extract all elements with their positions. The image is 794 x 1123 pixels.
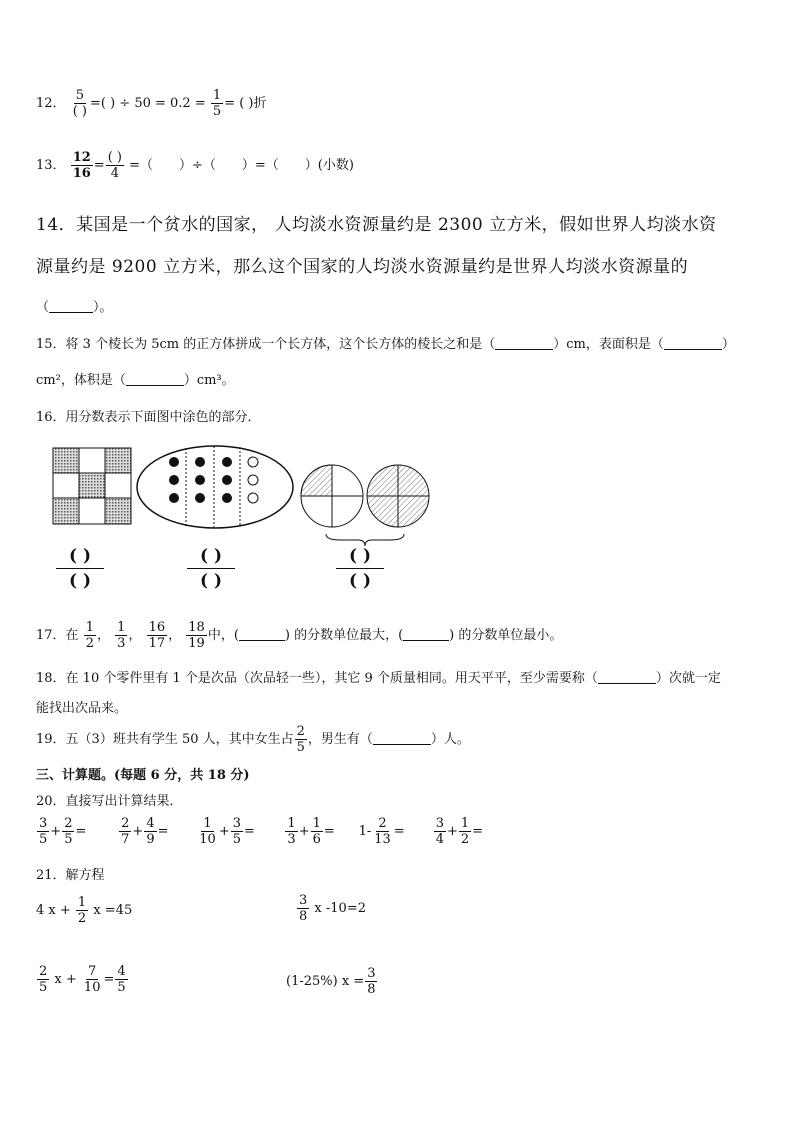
question-15-line1: 15．将 3 个棱长为 5cm 的正方体拼成一个长方体，这个长方体的棱长之和是（ ）cm，表面积是（ ） (36, 337, 735, 352)
equation-2: $\frac{3}{8}$ x -10=2 (299, 893, 366, 924)
calc-item-3: $\frac{1}{10}$ + $\frac{3}{5}$ = (199, 816, 255, 847)
calc-item-5: 1- $\frac{2}{13}$ = (358, 816, 405, 847)
fraction: $\frac{( )}{4}$ (107, 150, 122, 181)
fraction: $\frac{1}{2}$ (85, 620, 94, 651)
question-21: 21．解方程 (36, 868, 105, 883)
fraction: $\frac{3}{8}$ (299, 893, 308, 924)
question-14-line1: 14．某国是一个贫水的国家， 人均淡水资源量约是 2300 立方米，假如世界人均淡水资 (36, 215, 717, 235)
fraction: $\frac{12}{16}$ (72, 150, 91, 181)
question-16: 16．用分数表示下面图中涂色的部分． (36, 410, 261, 425)
question-17: 17．在 $\frac{1}{2}$ ， $\frac{1}{3}$ ， $\frac{16}{17}$ ， $\frac{18}{19}$ 中，( ) 的分数单位最大，( ) 的分数单位最小。 (36, 620, 563, 651)
answer-blank[interactable] (598, 673, 656, 684)
calc-row (36, 816, 503, 847)
equation-1: 4 x + $\frac{1}{2}$ x =45 (36, 895, 133, 926)
answer-fraction-3[interactable]: ( ) ( ) (336, 546, 384, 591)
answer-blank[interactable] (239, 630, 285, 641)
answer-blank[interactable] (373, 734, 431, 745)
fraction: $\frac{1}{3}$ (117, 620, 126, 651)
fraction: $\frac{18}{19}$ (188, 620, 205, 651)
question-19: 19．五（3）班共有学生 50 人，其中女生占 $\frac{2}{5}$ ，男生有（ ）人。 (36, 724, 470, 755)
question-14-line2: 源量约是 9200 立方米，那么这个国家的人均淡水资源量约是世界人均淡水资源量的 (36, 257, 689, 277)
answer-blank[interactable] (495, 339, 553, 350)
question-12: 12． $\frac{5}{( )}$ =( ) ÷ 50 = 0.2 = $\frac{1}{5}$ = ( )折 (36, 88, 267, 119)
answer-fraction-1[interactable]: ( ) ( ) (56, 546, 104, 591)
question-15-line2: cm²，体积是（ ）cm³。 (36, 373, 235, 388)
fraction-bar (56, 568, 104, 569)
fraction: $\frac{1}{5}$ (212, 88, 222, 119)
fraction-bar (336, 568, 384, 569)
fraction: $\frac{4}{5}$ (117, 964, 126, 995)
circles-figure (301, 465, 429, 546)
section-3-title: 三、计算题。(每题 6 分，共 18 分) (36, 768, 250, 783)
question-20: 20．直接写出计算结果． (36, 794, 183, 809)
question-14-line3: （ ）。 (36, 300, 113, 315)
answer-blank[interactable] (126, 375, 184, 386)
fraction: $\frac{7}{10}$ (83, 964, 101, 995)
question-18-line1: 18．在 10 个零件里有 1 个是次品（次品轻一些），其它 9 个质量相同。用天平平，至少需要称（ ）次就一定 (36, 671, 721, 686)
fraction: $\frac{5}{( )}$ (72, 88, 87, 119)
question-13: 13． $\frac{12}{16}$ = $\frac{( )}{4}$ =（ ）÷（ ）=（ ）(小数) (36, 150, 354, 181)
calc-item-4: $\frac{1}{3}$ + $\frac{1}{6}$ = (287, 816, 335, 847)
grid-figure (53, 448, 131, 524)
fraction: $\frac{2}{5}$ (296, 724, 305, 755)
fraction-bar (187, 568, 235, 569)
fraction: $\frac{16}{17}$ (148, 620, 166, 651)
oval-dots-figure (137, 446, 293, 528)
calc-item-6: $\frac{3}{4}$ + $\frac{1}{2}$ = (435, 816, 484, 847)
fraction: $\frac{1}{2}$ (77, 895, 87, 926)
equation-4: (1-25%) x = $\frac{3}{8}$ (286, 966, 376, 997)
fraction: $\frac{2}{5}$ (39, 964, 48, 995)
calc-item-1: $\frac{3}{5}$ + $\frac{2}{5}$ = (39, 816, 87, 847)
calc-item-2: $\frac{2}{7}$ + $\frac{4}{9}$ = (121, 816, 169, 847)
answer-blank[interactable] (403, 630, 449, 641)
equation-3: $\frac{2}{5}$ x + $\frac{7}{10}$ = $\frac{4}{5}$ (39, 964, 126, 995)
fraction: $\frac{3}{8}$ (367, 966, 376, 997)
answer-blank[interactable] (49, 302, 93, 313)
answer-fraction-2[interactable]: ( ) ( ) (187, 546, 235, 591)
answer-blank[interactable] (664, 339, 722, 350)
question-18-line2: 能找出次品来。 (36, 701, 128, 716)
